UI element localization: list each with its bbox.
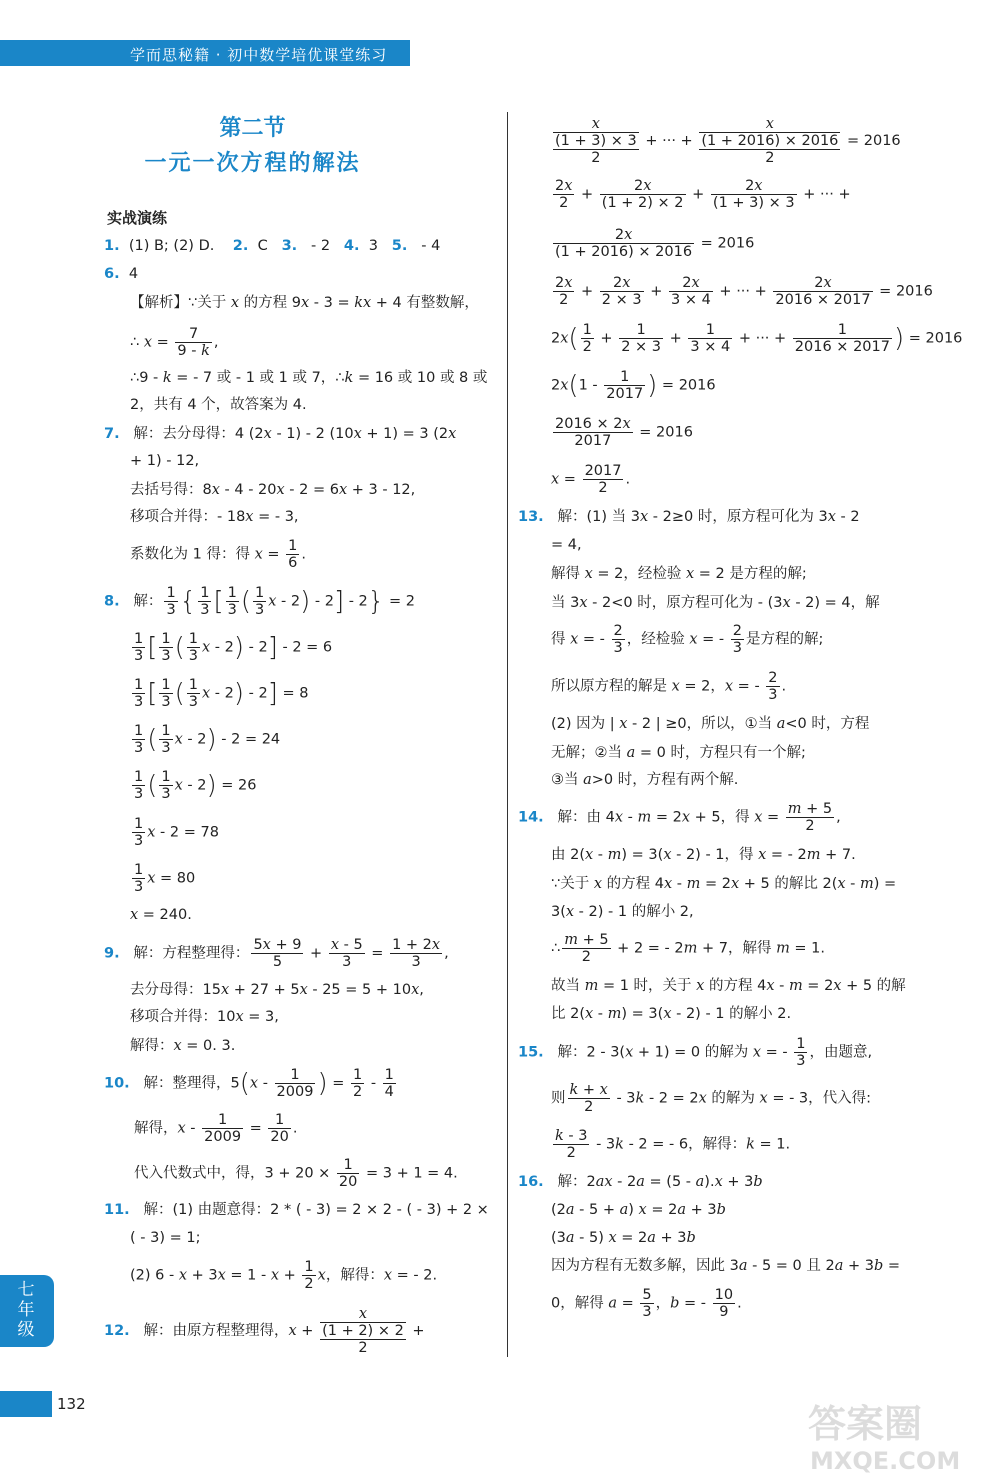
- answer-1-5: 1. (1) B; (2) D. 2. C 3. - 2 4. 3 5. - 4: [104, 238, 441, 254]
- math-line: 2x( $\frac{1}{2}$ + $\frac{1}{2 \times 3}$ + $\frac{1}{3 \times 4}$ + ··· + $\frac{1}{2016 \times 2017}$ ) = 2016: [551, 322, 963, 355]
- math-line: 故当 m = 1 时，关于 x 的方程 4x - m = 2x + 5 的解: [551, 978, 906, 994]
- math-line: 移项合并得：10x = 3,: [130, 1009, 279, 1025]
- section-title: 第二节: [219, 116, 286, 141]
- math-line: 去括号得：8x - 4 - 20x - 2 = 6x + 3 - 12,: [130, 482, 416, 498]
- watermark-text: 答案圈: [808, 1402, 923, 1446]
- header-title: 学而思秘籍 · 初中数学培优课堂练习: [130, 46, 388, 64]
- math-line: $\frac{1}{3}$ x - 2 = 78: [134, 816, 219, 849]
- answer-16: 16. 解：2ax - 2a = (5 - a).x + 3b: [518, 1174, 763, 1190]
- math-line: 当 3x - 2<0 时，原方程可化为 - (3x - 2) = 4，解: [551, 595, 880, 611]
- practice-heading: 实战演练: [107, 209, 168, 227]
- math-line: 移项合并得：- 18x = - 3,: [130, 509, 299, 525]
- page-number: 132: [57, 1395, 86, 1413]
- answer-11: 11. 解：(1) 由题意得：2 * ( - 3) = 2 × 2 - ( - 3) + 2 ×: [104, 1202, 489, 1218]
- answer-14: 14. 解：由 4x - m = 2x + 5，得 x = $\frac{m + 5}{2}$ ,: [518, 801, 841, 834]
- math-line: 得 x = - $\frac{2}{3}$ ，经检验 x = - $\frac{2}{3}$ 是方程的解;: [551, 623, 824, 656]
- answer-13: 13. 解：(1) 当 3x - 2≥0 时，原方程可化为 3x - 2: [518, 509, 860, 525]
- math-line: 代入代数式中，得，3 + 20 × $\frac{1}{20}$ = 3 + 1 = 4.: [134, 1157, 458, 1190]
- math-line: 解得，x - $\frac{1}{2009}$ = $\frac{1}{20}$ .: [134, 1112, 298, 1145]
- answer-6: 6. 4: [104, 266, 139, 282]
- grade-label: 七 年 级: [17, 1280, 35, 1340]
- math-line: x = $\frac{2017}{2}$ .: [551, 463, 631, 496]
- math-line: 无解；②当 a = 0 时，方程只有一个解;: [551, 745, 806, 761]
- analysis-6: 【解析】∵关于 x 的方程 9x - 3 = kx + 4 有整数解，: [130, 295, 479, 311]
- math-line: (2a - 5 + a) x = 2a + 3b: [551, 1202, 726, 1218]
- page-number-bar: [0, 1391, 52, 1417]
- answer-8: 8. 解： $\frac{1}{3}$ { $\frac{1}{3}$ [ $\frac{1}{3}$ ( $\frac{1}{3}$ x - 2) - 2] - 2} = 2: [104, 585, 415, 618]
- math-line: ③当 a>0 时，方程有两个解.: [551, 772, 739, 788]
- math-line: 2x(1 - $\frac{1}{2017}$ ) = 2016: [551, 369, 716, 402]
- math-line: $\frac{1}{3}$ ( $\frac{1}{3}$ x - 2) - 2 = 24: [134, 723, 281, 756]
- column-divider: [507, 112, 508, 1357]
- answer-9: 9. 解：方程整理得： $\frac{5x + 9}{5}$ + $\frac{x - 5}{3}$ = $\frac{1 + 2x}{3}$ ,: [104, 937, 449, 970]
- math-line: $\frac{1}{3}$ x = 80: [134, 862, 196, 895]
- math-line: ∴ $\frac{m + 5}{2}$ + 2 = - 2m + 7，解得 m = 1.: [551, 932, 826, 965]
- math-line: $\frac{2016 \times 2x}{2017}$ = 2016: [555, 416, 693, 449]
- math-line: 系数化为 1 得：得 x = $\frac{1}{6}$ .: [130, 538, 306, 571]
- math-line: $\frac{1}{3}$ [ $\frac{1}{3}$ ( $\frac{1}{3}$ x - 2) - 2] = 8: [134, 677, 309, 710]
- math-line: ∴9 - k = - 7 或 - 1 或 1 或 7，∴k = 16 或 10 或 8 或: [130, 370, 488, 386]
- math-line: 由 2(x - m) = 3(x - 2) - 1，得 x = - 2m + 7.: [551, 847, 856, 863]
- math-line: + 1) - 12,: [130, 453, 200, 469]
- math-line: $\frac{k - 3}{2}$ - 3k - 2 = - 6，解得：k = 1.: [555, 1128, 791, 1161]
- math-line: $\frac{2x}{2}$ + $\frac{2x}{(1 + 2) \times 2}$ + $\frac{2x}{(1 + 3) \times 3}$ + ··· +: [555, 178, 851, 211]
- math-line: $\frac{1}{3}$ ( $\frac{1}{3}$ x - 2) = 26: [134, 769, 257, 802]
- answer-10: 10. 解：整理得，5(x - $\frac{1}{2009}$ ) = $\frac{1}{2}$ - $\frac{1}{4}$: [104, 1067, 394, 1100]
- answer-12: 12. 解：由原方程整理得，x + x (1 + 2) × 2 2 +: [104, 1306, 425, 1356]
- math-line: 去分母得：15x + 27 + 5x - 25 = 5 + 10x,: [130, 982, 424, 998]
- math-line: (3a - 5) x = 2a + 3b: [551, 1230, 696, 1246]
- math-line: $\frac{2x}{(1 + 2016) \times 2016}$ = 2016: [555, 227, 755, 260]
- watermark-logo: [800, 1395, 965, 1475]
- math-line: 2，共有 4 个，故答案为 4.: [130, 397, 307, 413]
- math-line: (2) 因为 | x - 2 | ≥0，所以，①当 a<0 时，方程: [551, 716, 870, 732]
- math-line: x = 240.: [130, 907, 192, 923]
- math-line: $\frac{2x}{2}$ + $\frac{2x}{2 \times 3}$ + $\frac{2x}{3 \times 4}$ + ··· + $\frac{2x}{2016 \times 2017}$ = 2016: [555, 275, 933, 308]
- section-subtitle: 一元一次方程的解法: [144, 151, 361, 176]
- math-line: (2) 6 - x + 3x = 1 - x + $\frac{1}{2}$ x，解得：x = - 2.: [130, 1259, 438, 1292]
- answer-7: 7. 解：去分母得：4 (2x - 1) - 2 (10x + 1) = 3 (2x: [104, 426, 457, 442]
- math-line: x (1 + 3) × 3 2 + ··· + x (1 + 2016) × 2016 2 = 2016: [555, 116, 901, 166]
- math-line: 0，解得 a = $\frac{5}{3}$ ，b = - $\frac{10}{9}$ .: [551, 1287, 742, 1320]
- math-line: 所以原方程的解是 x = 2，x = - $\frac{2}{3}$ .: [551, 670, 787, 703]
- math-line: ∴ x = $\frac{7}{9 - k}$ ,: [130, 326, 219, 359]
- math-line: 比 2(x - m) = 3(x - 2) - 1 的解小 2.: [551, 1006, 792, 1022]
- math-line: 则 $\frac{k + x}{2}$ - 3k - 2 = 2x 的解为 x = - 3，代入得:: [551, 1082, 872, 1115]
- watermark-url: MXQE.COM: [810, 1447, 961, 1475]
- answer-15: 15. 解：2 - 3(x + 1) = 0 的解为 x = - $\frac{1}{3}$ ，由题意,: [518, 1036, 873, 1069]
- math-line: 解得 x = 2，经检验 x = 2 是方程的解;: [551, 566, 807, 582]
- math-line: ∵关于 x 的方程 4x - m = 2x + 5 的解比 2(x - m) =: [551, 876, 897, 892]
- math-line: $\frac{1}{3}$ [ $\frac{1}{3}$ ( $\frac{1}{3}$ x - 2) - 2] - 2 = 6: [134, 631, 333, 664]
- math-line: ( - 3) = 1;: [130, 1230, 201, 1246]
- math-line: 3(x - 2) - 1 的解小 2,: [551, 904, 694, 920]
- math-line: = 4,: [551, 537, 582, 553]
- math-line: 因为方程有无数多解，因此 3a - 5 = 0 且 2a + 3b =: [551, 1258, 901, 1274]
- math-line: 解得：x = 0. 3.: [130, 1038, 236, 1054]
